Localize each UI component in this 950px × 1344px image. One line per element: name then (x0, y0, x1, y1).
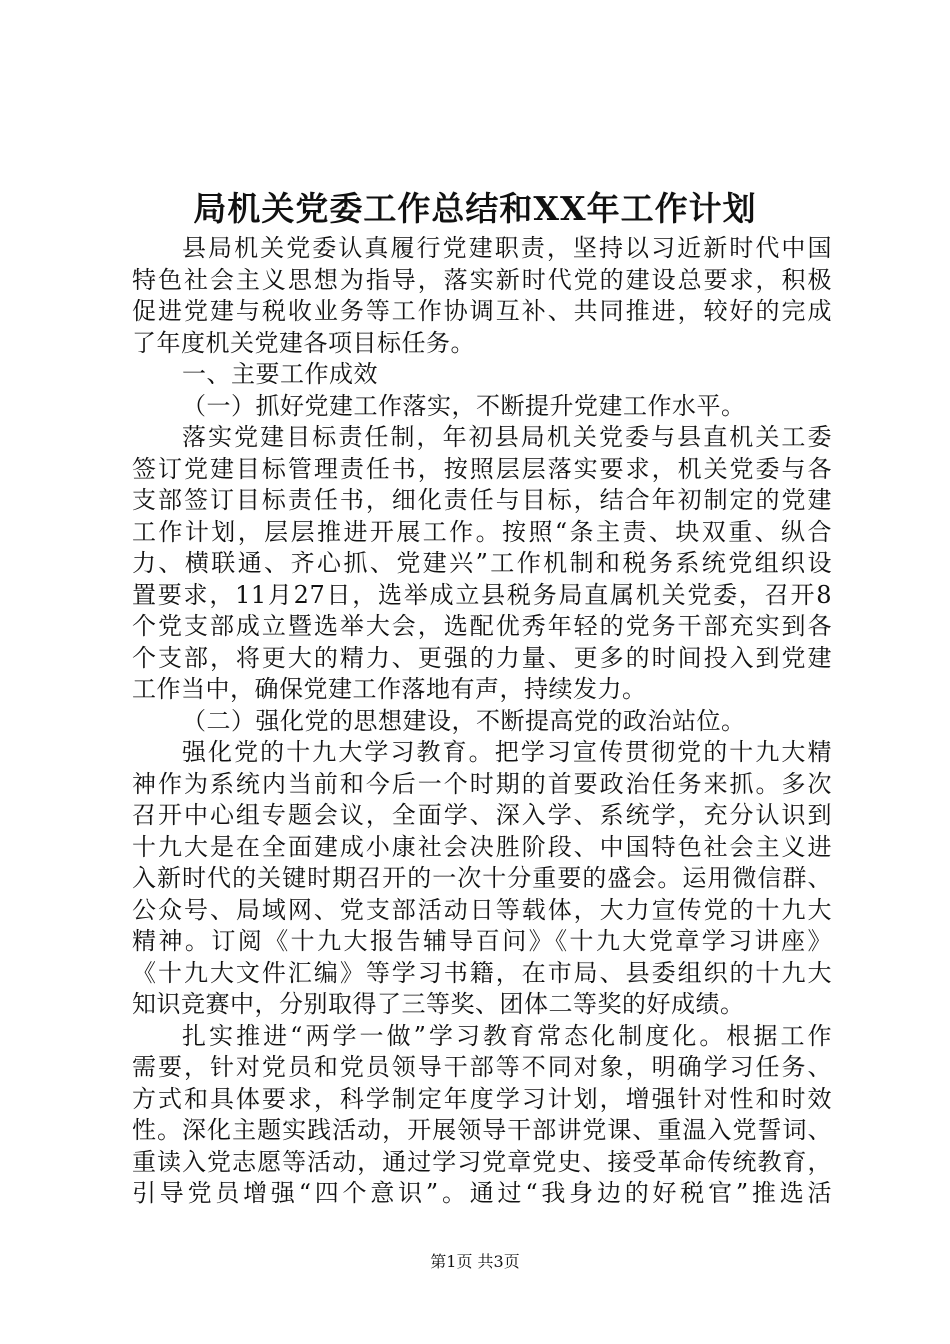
text-line: 力、横联通、齐心抓、党建兴”工作机制和税务系统党组织设 (132, 549, 832, 577)
text-line: 方式和具体要求，科学制定年度学习计划，增强针对性和时效 (132, 1084, 832, 1113)
text-line: 个党支部成立暨选举大会，选配优秀年轻的党务干部充实到各 (132, 612, 832, 640)
page-footer: 第1页 共3页 (430, 1252, 520, 1271)
text-line: 置要求，11月27日，选举成立县税务局直属机关党委，召开8 (132, 580, 832, 609)
text-line: 性。深化主题实践活动，开展领导干部讲党课、重温入党誓词、 (132, 1116, 832, 1144)
text-line: 知识竞赛中，分别取得了三等奖、团体二等奖的好成绩。 (132, 990, 745, 1018)
text-line: 十九大是在全面建成小康社会决胜阶段、中国特色社会主义进 (132, 832, 832, 861)
text-line: 神作为系统内当前和今后一个时期的首要政治任务来抓。多次 (132, 769, 832, 798)
text-line: 需要，针对党员和党员领导干部等不同对象，明确学习任务、 (132, 1053, 832, 1081)
text-line: 强化党的十九大学习教育。把学习宣传贯彻党的十九大精 (182, 738, 832, 766)
text-line: 了年度机关党建各项目标任务。 (132, 328, 475, 357)
text-line: 公众号、局域网、党支部活动日等载体，大力宣传党的十九大 (132, 895, 832, 924)
document-body (132, 233, 832, 1210)
text-line: 个支部，将更大的精力、更强的力量、更多的时间投入到党建 (132, 643, 832, 672)
text-line: 精神。订阅《十九大报告辅导百问》《十九大党章学习讲座》 (132, 927, 832, 955)
subsection-heading: （二）强化党的思想建设，不断提高党的政治站位。 (182, 706, 746, 735)
text-line: 支部签订目标责任书，细化责任与目标，结合年初制定的党建 (132, 486, 832, 514)
text-line: 入新时代的关键时期召开的一次十分重要的盛会。运用微信群、 (132, 864, 832, 892)
text-line: 落实党建目标责任制，年初县局机关党委与县直机关工委 (182, 423, 832, 451)
text-line: 特色社会主义思想为指导，落实新时代党的建设总要求，积极 (132, 265, 832, 294)
text-line: 重读入党志愿等活动，通过学习党章党史、接受革命传统教育， (132, 1147, 832, 1176)
text-line: 促进党建与税收业务等工作协调互补、共同推进，较好的完成 (132, 297, 832, 325)
text-line: 《十九大文件汇编》等学习书籍，在市局、县委组织的十九大 (132, 958, 832, 987)
text-line: 县局机关党委认真履行党建职责，坚持以习近新时代中国 (182, 234, 832, 262)
text-line: 签订党建目标管理责任书，按照层层落实要求，机关党委与各 (132, 454, 832, 483)
text-line: 工作当中，确保党建工作落地有声，持续发力。 (132, 675, 647, 703)
text-line: 工作计划，层层推进开展工作。按照“条主责、块双重、纵合 (132, 517, 832, 546)
document-title: 局机关党委工作总结和XX年工作计划 (193, 189, 757, 228)
subsection-heading: （一）抓好党建工作落实，不断提升党建工作水平。 (182, 391, 746, 420)
text-line: 召开中心组专题会议，全面学、深入学、系统学，充分认识到 (132, 801, 832, 829)
text-line: 引导党员增强“四个意识”。通过“我身边的好税官”推选活 (132, 1179, 832, 1207)
section-heading: 一、主要工作成效 (182, 360, 378, 388)
text-line: 扎实推进“两学一做”学习教育常态化制度化。根据工作 (182, 1021, 832, 1050)
